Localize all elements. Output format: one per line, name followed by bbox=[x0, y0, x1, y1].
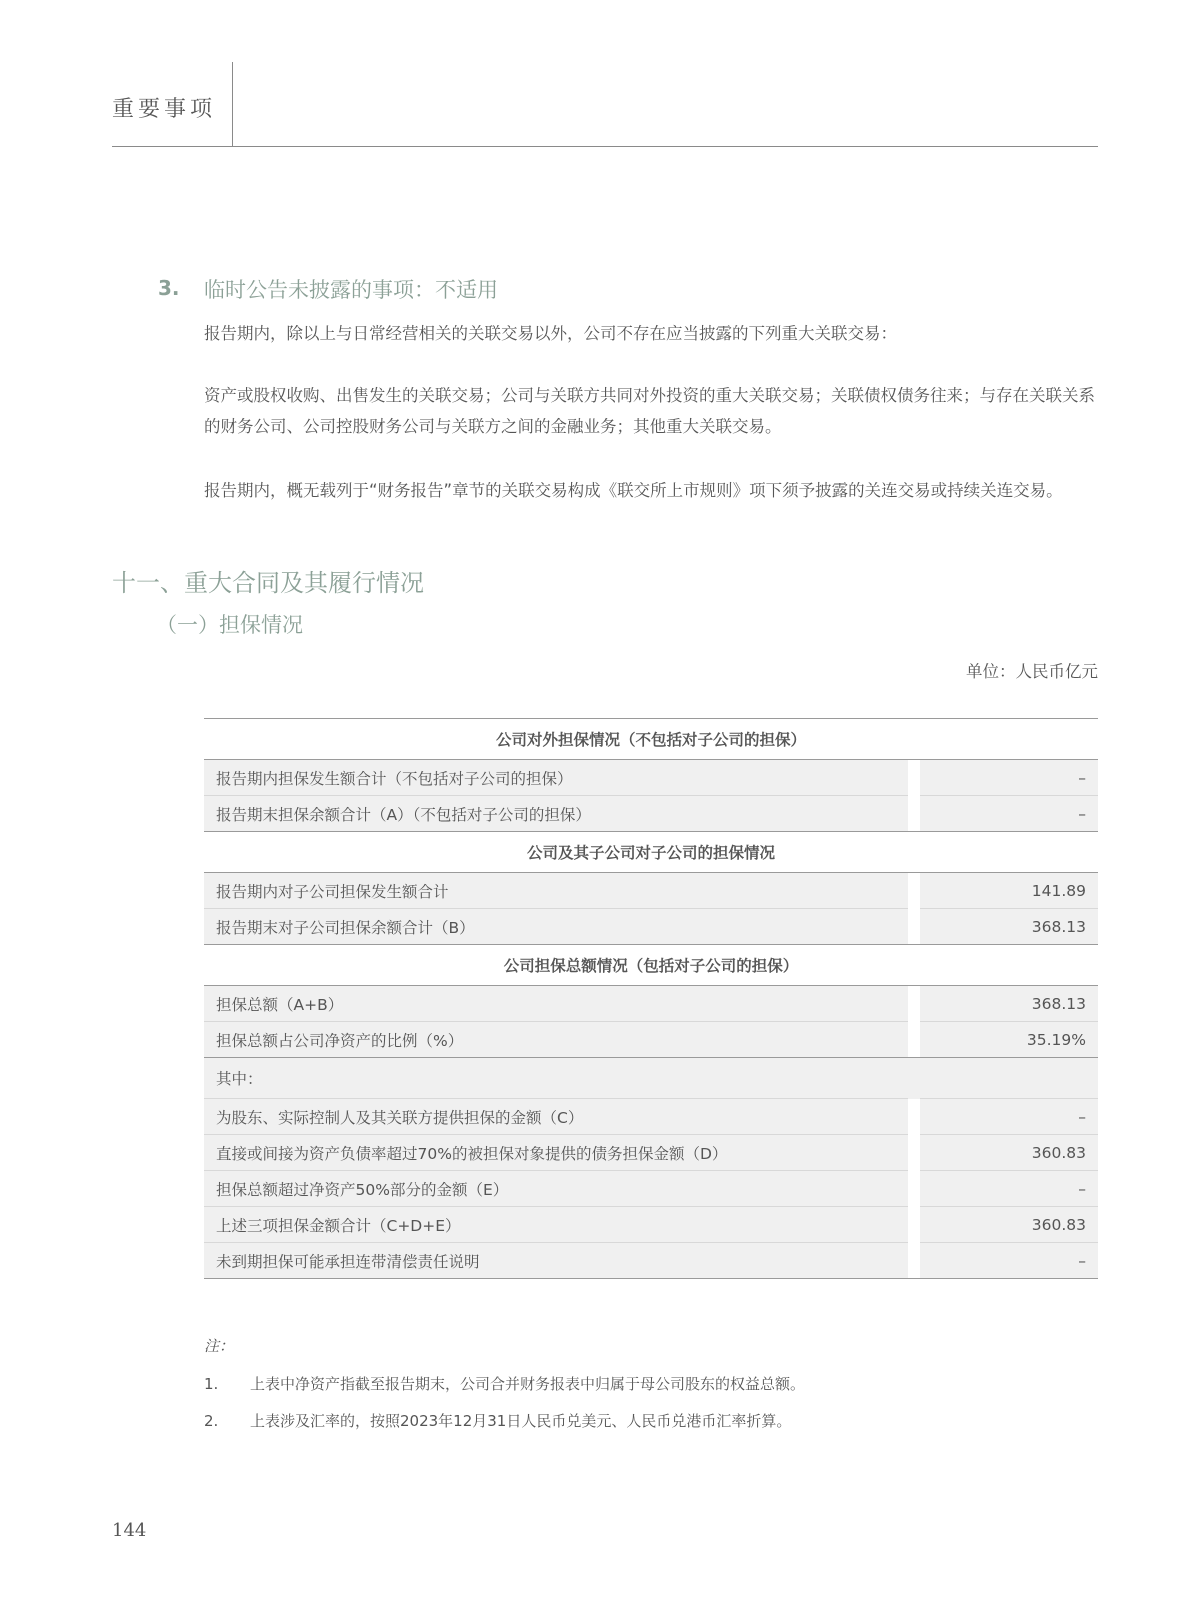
table-row bbox=[204, 1243, 1098, 1279]
row-label: 担保总额（A+B） bbox=[204, 986, 908, 1022]
table-row bbox=[204, 1135, 1098, 1171]
row-value: 360.83 bbox=[920, 1207, 1098, 1243]
row-value: 368.13 bbox=[920, 986, 1098, 1022]
row-value: 141.89 bbox=[920, 873, 1098, 909]
row-value: – bbox=[920, 1099, 1098, 1135]
row-label: 报告期内担保发生额合计（不包括对子公司的担保） bbox=[204, 760, 908, 796]
page-number: 144 bbox=[112, 1520, 147, 1541]
unit-label: 单位：人民币亿元 bbox=[966, 662, 1098, 681]
note-item bbox=[204, 1373, 805, 1394]
section-number: 3. bbox=[158, 276, 180, 300]
row-label: 上述三项担保金额合计（C+D+E） bbox=[204, 1207, 908, 1243]
row-value: – bbox=[920, 796, 1098, 832]
table-row bbox=[204, 1207, 1098, 1243]
header-divider-horizontal bbox=[112, 146, 1098, 147]
row-label: 直接或间接为资产负债率超过70%的被担保对象提供的债务担保金额（D） bbox=[204, 1135, 908, 1171]
chapter-heading: 十一、重大合同及其履行情况 bbox=[112, 569, 424, 597]
row-label: 其中： bbox=[204, 1058, 1098, 1099]
row-value: – bbox=[920, 1171, 1098, 1207]
row-value: 35.19% bbox=[920, 1022, 1098, 1058]
row-label: 报告期内对子公司担保发生额合计 bbox=[204, 873, 908, 909]
subsection-heading: （一）担保情况 bbox=[156, 613, 303, 637]
row-value: 368.13 bbox=[920, 909, 1098, 945]
notes-heading: 注： bbox=[204, 1337, 235, 1355]
note-item bbox=[204, 1410, 791, 1431]
row-value: – bbox=[920, 760, 1098, 796]
table-row bbox=[204, 1022, 1098, 1058]
guarantee-table bbox=[204, 718, 1098, 1279]
table-row bbox=[204, 1099, 1098, 1135]
table-group-header bbox=[204, 832, 1098, 873]
table-row bbox=[204, 1171, 1098, 1207]
row-label: 报告期末担保余额合计（A）（不包括对子公司的担保） bbox=[204, 796, 908, 832]
row-value: – bbox=[920, 1243, 1098, 1279]
group-header-text: 公司担保总额情况（包括对子公司的担保） bbox=[204, 945, 1098, 986]
note-text: 上表中净资产指截至报告期末，公司合并财务报表中归属于母公司股东的权益总额。 bbox=[250, 1375, 806, 1393]
group-header-text: 公司对外担保情况（不包括对子公司的担保） bbox=[204, 719, 1098, 760]
note-number: 2. bbox=[204, 1412, 219, 1430]
table-row bbox=[204, 796, 1098, 832]
row-label: 未到期担保可能承担连带清偿责任说明 bbox=[204, 1243, 908, 1279]
row-label: 为股东、实际控制人及其关联方提供担保的金额（C） bbox=[204, 1099, 908, 1135]
table-row bbox=[204, 1058, 1098, 1099]
row-label: 担保总额占公司净资产的比例（%） bbox=[204, 1022, 908, 1058]
group-header-text: 公司及其子公司对子公司的担保情况 bbox=[204, 832, 1098, 873]
table-group-header bbox=[204, 719, 1098, 760]
table-row bbox=[204, 760, 1098, 796]
note-number: 1. bbox=[204, 1375, 219, 1393]
table-row bbox=[204, 986, 1098, 1022]
header-divider-vertical bbox=[232, 62, 233, 146]
table-row bbox=[204, 909, 1098, 945]
table-row bbox=[204, 873, 1098, 909]
table-group-header bbox=[204, 945, 1098, 986]
section-title: 临时公告未披露的事项：不适用 bbox=[204, 278, 498, 302]
header-title: 重要事项 bbox=[112, 97, 217, 122]
paragraph: 报告期内，除以上与日常经营相关的关联交易以外，公司不存在应当披露的下列重大关联交易： bbox=[204, 324, 897, 343]
note-text: 上表涉及汇率的，按照2023年12月31日人民币兑美元、人民币兑港币汇率折算。 bbox=[250, 1412, 792, 1430]
row-label: 担保总额超过净资产50%部分的金额（E） bbox=[204, 1171, 908, 1207]
paragraph: 报告期内，概无载列于“财务报告”章节的关联交易构成《联交所上市规则》项下须予披露的关连交易或持续关连交易。 bbox=[204, 481, 1063, 500]
paragraph: 资产或股权收购、出售发生的关联交易；公司与关联方共同对外投资的重大关联交易；关联债权债务往来；与存在关联关系的财务公司、公司控股财务公司与关联方之间的金融业务；其他重大关联交易。 bbox=[204, 386, 1095, 436]
row-label: 报告期末对子公司担保余额合计（B） bbox=[204, 909, 908, 945]
row-value: 360.83 bbox=[920, 1135, 1098, 1171]
